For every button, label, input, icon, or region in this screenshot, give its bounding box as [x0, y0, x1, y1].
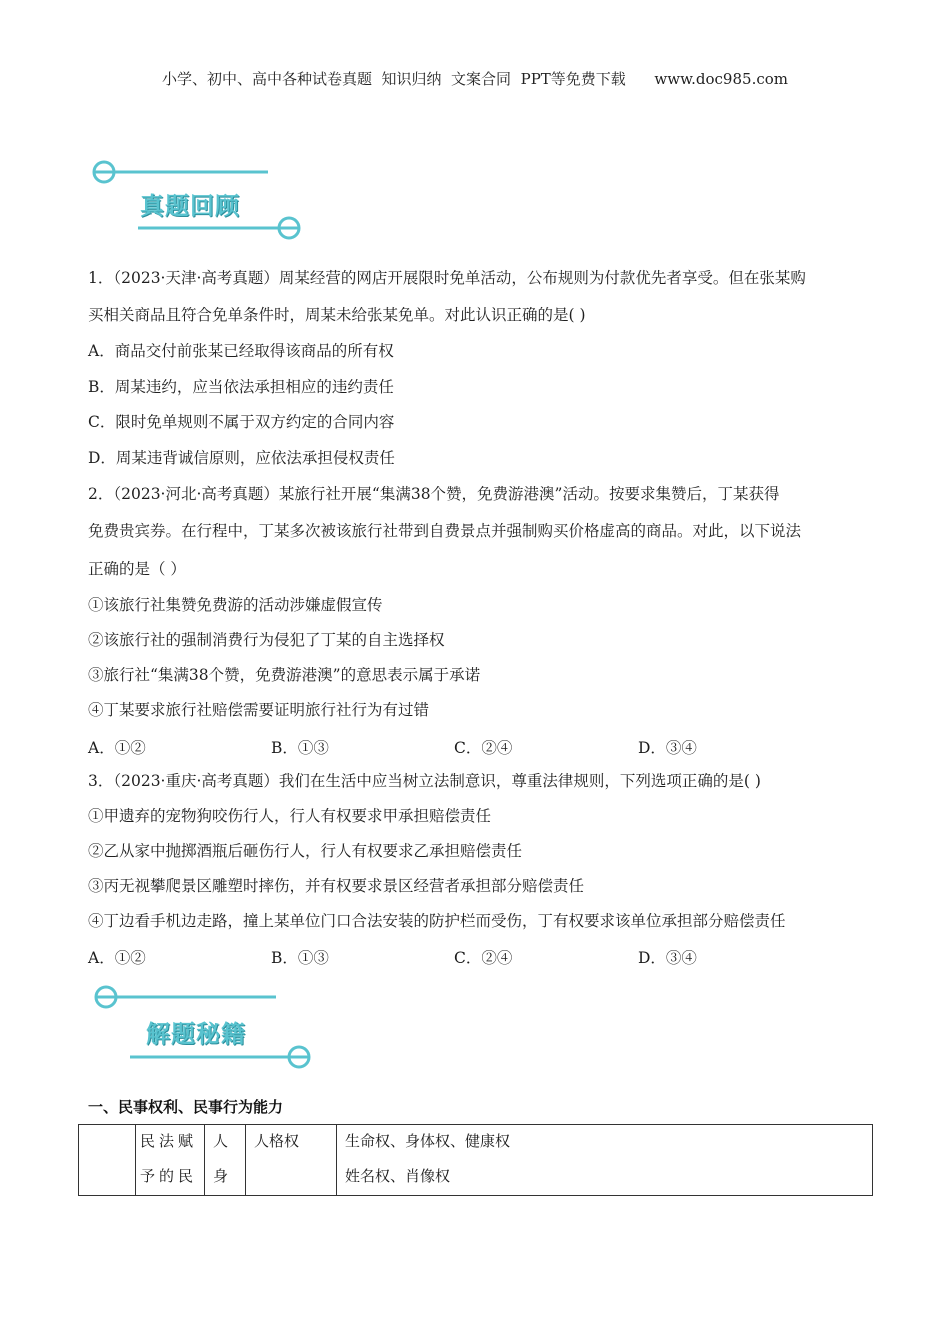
q1-option-c: C．限时免单规则不属于双方约定的合同内容: [88, 413, 395, 431]
personal-line-2: 身: [213, 1167, 229, 1185]
section-heading: 一、民事权利、民事行为能力: [88, 1098, 284, 1116]
q3-choice-d: D．③④: [638, 949, 697, 967]
q2-choice-a: A．①②: [88, 739, 146, 757]
q2-choice-c: C．②④: [454, 739, 513, 757]
q1-option-a: A．商品交付前张某已经取得该商品的所有权: [88, 342, 394, 360]
q3-line-1: 3．（2023·重庆·高考真题）我们在生活中应当树立法制意识，尊重法律规则，下列选项正确的是( ): [88, 772, 761, 790]
table-cell-personal: [205, 1125, 246, 1196]
banner-zhenti-huigu: [88, 150, 318, 240]
personality-rights-label: 人格权: [254, 1132, 300, 1150]
q2-choices: [88, 736, 888, 756]
q1-option-b: B．周某违约，应当依法承担相应的违约责任: [88, 378, 394, 396]
q3-choice-a: A．①②: [88, 949, 146, 967]
q2-item-1: ①该旅行社集赞免费游的活动涉嫌虚假宣传: [88, 596, 383, 614]
q2-item-3: ③旅行社“集满38个赞，免费游港澳”的意思表示属于承诺: [88, 666, 481, 684]
table-cell-rights-list: [337, 1125, 873, 1196]
q2-line-1: 2．（2023·河北·高考真题）某旅行社开展“集满38个赞，免费游港澳”活动。按要求集赞后，丁某获得: [88, 485, 780, 503]
banner-title: 解题秘籍: [146, 1020, 246, 1048]
table-cell-personality-rights: [246, 1125, 337, 1196]
q3-item-4: ④丁边看手机边走路，撞上某单位门口合法安装的防护栏而受伤，丁有权要求该单位承担部分赔偿责任: [88, 912, 786, 930]
q3-item-1: ①甲遗弃的宠物狗咬伤行人，行人有权要求甲承担赔偿责任: [88, 807, 492, 825]
civil-rights-table: [78, 1124, 873, 1196]
q1-line-2: 买相关商品且符合免单条件时，周某未给张某免单。对此认识正确的是( ): [88, 306, 586, 324]
q3-choice-b: B．①③: [271, 949, 329, 967]
q2-choice-d: D．③④: [638, 739, 697, 757]
q2-line-2: 免费贵宾券。在行程中，丁某多次被该旅行社带到自费景点并强制购买价格虚高的商品。对此，以下说法: [88, 522, 802, 540]
q2-line-3: 正确的是（ ）: [88, 560, 186, 578]
personal-line-1: 人: [213, 1132, 229, 1150]
q3-item-2: ②乙从家中抛掷酒瓶后砸伤行人，行人有权要求乙承担赔偿责任: [88, 842, 523, 860]
q3-choice-c: C．②④: [454, 949, 513, 967]
rights-list-line-1: 生命权、身体权、健康权: [345, 1132, 511, 1150]
q3-choices: [88, 946, 888, 966]
table-cell-category: [136, 1125, 205, 1196]
q2-item-2: ②该旅行社的强制消费行为侵犯了丁某的自主选择权: [88, 631, 445, 649]
rights-list-line-2: 姓名权、肖像权: [345, 1167, 451, 1185]
banner-jieti-miji: [88, 983, 318, 1073]
table-cell-empty: [79, 1125, 136, 1196]
q1-line-1: 1．（2023·天津·高考真题）周某经营的网店开展限时免单活动，公布规则为付款优先者享受。但在张某购: [88, 269, 806, 287]
banner-title: 真题回顾: [140, 192, 240, 220]
q3-item-3: ③丙无视攀爬景区雕塑时摔伤，并有权要求景区经营者承担部分赔偿责任: [88, 877, 585, 895]
q2-item-4: ④丁某要求旅行社赔偿需要证明旅行社行为有过错: [88, 701, 430, 719]
category-line-1: 民法赋: [140, 1132, 198, 1150]
q1-option-d: D．周某违背诚信原则，应依法承担侵权责任: [88, 449, 395, 467]
q2-choice-b: B．①③: [271, 739, 329, 757]
category-line-2: 予的民: [140, 1167, 198, 1185]
page-header: 小学、初中、高中各种试卷真题 知识归纳 文案合同 PPT等免费下载 www.doc985.com: [161, 70, 788, 88]
